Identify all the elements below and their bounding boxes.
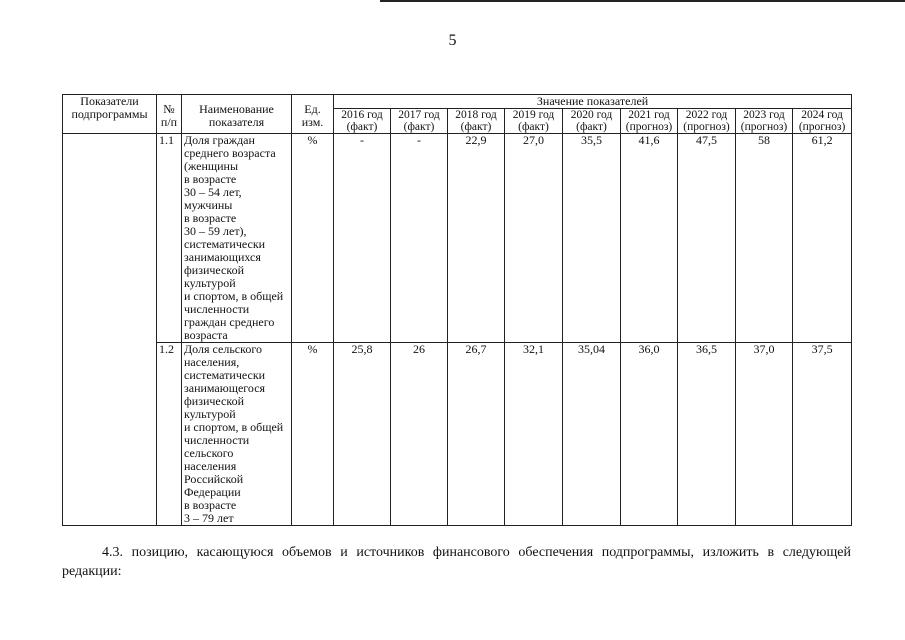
value-cell: 26 — [391, 343, 448, 526]
value-cell: 41,6 — [621, 134, 678, 343]
scan-top-edge-line — [380, 0, 905, 2]
value-cell: 47,5 — [678, 134, 736, 343]
header-number: № п/п — [157, 95, 182, 134]
table-row — [63, 134, 852, 343]
header-subprogram-indicators: Показатели подпрограммы — [63, 95, 157, 134]
unit-cell: % — [292, 343, 334, 526]
header-year-2017: 2017 год (факт) — [391, 109, 448, 134]
header-year-2021: 2021 год (прогноз) — [621, 109, 678, 134]
table-row — [63, 343, 852, 526]
value-cell: - — [391, 134, 448, 343]
value-cell: 58 — [736, 134, 793, 343]
indicator-name: Доля граждан среднего возраста (женщины в возрасте 30 – 54 лет, мужчины в возрасте 30 – 59 лет), систематически занимающихся физической культурой и спортом, в общей численности граждан среднего возраста — [182, 134, 292, 343]
header-year-2022: 2022 год (прогноз) — [678, 109, 736, 134]
header-indicator-name: Наименование показателя — [182, 95, 292, 134]
header-year-2020: 2020 год (факт) — [563, 109, 621, 134]
value-cell: 37,5 — [793, 343, 852, 526]
value-cell: 22,9 — [448, 134, 505, 343]
row-number: 1.2 — [157, 343, 182, 526]
row-number: 1.1 — [157, 134, 182, 343]
value-cell: 36,0 — [621, 343, 678, 526]
unit-cell: % — [292, 134, 334, 343]
header-year-2018: 2018 год (факт) — [448, 109, 505, 134]
header-values-group: Значение показателей — [334, 95, 852, 109]
value-cell: 35,04 — [563, 343, 621, 526]
value-cell: 35,5 — [563, 134, 621, 343]
value-cell: 25,8 — [334, 343, 391, 526]
indicator-name: Доля сельского населения, систематически занимающегося физической культурой и спортом, в общей численности сельского населения Российской Федерации в возрасте 3 – 79 лет — [182, 343, 292, 526]
subprogram-cell — [63, 134, 157, 526]
header-unit: Ед. изм. — [292, 95, 334, 134]
value-cell: 36,5 — [678, 343, 736, 526]
indicators-table — [62, 94, 852, 526]
header-year-2023: 2023 год (прогноз) — [736, 109, 793, 134]
header-year-2024: 2024 год (прогноз) — [793, 109, 852, 134]
value-cell: - — [334, 134, 391, 343]
page-number: 5 — [448, 32, 457, 49]
value-cell: 26,7 — [448, 343, 505, 526]
value-cell: 37,0 — [736, 343, 793, 526]
value-cell: 61,2 — [793, 134, 852, 343]
value-cell: 27,0 — [505, 134, 563, 343]
header-year-2016: 2016 год (факт) — [334, 109, 391, 134]
value-cell: 32,1 — [505, 343, 563, 526]
header-year-2019: 2019 год (факт) — [505, 109, 563, 134]
body-paragraph: 4.3. позицию, касающуюся объемов и источников финансового обеспечения подпрограммы, изложить в следующей редакции: — [62, 545, 851, 579]
